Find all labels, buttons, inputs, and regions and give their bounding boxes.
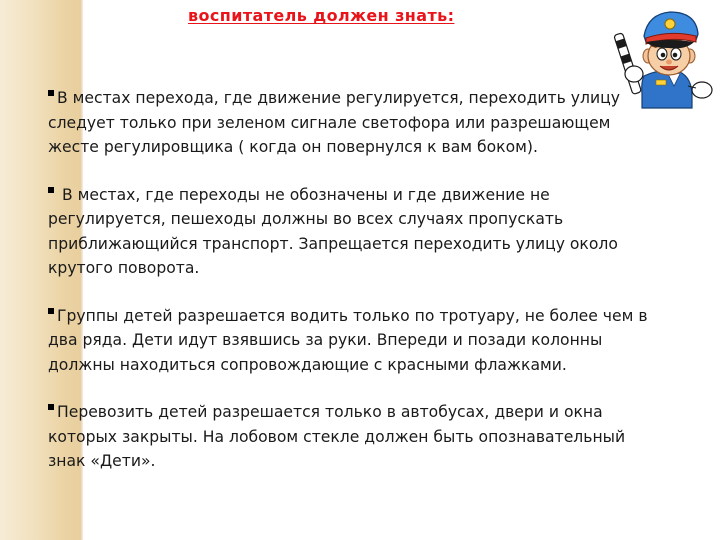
rule-text: В местах, где переходы не обозначены и где движение не регулируется, пешеходы должны во всех случаях пропускать приближающийся транспорт. Запрещается переходить улицу около крутого поворота. — [48, 185, 618, 277]
list-item — [48, 304, 660, 378]
square-bullet-icon — [48, 90, 54, 96]
rules-list — [48, 86, 660, 497]
square-bullet-icon — [48, 308, 54, 314]
square-bullet-icon — [48, 187, 54, 193]
rule-text: В местах перехода, где движение регулируется, переходить улицу следует только при зеленом сигнале светофора или разрешающем жесте регулировщика ( когда он повернулся к вам боком). — [48, 89, 620, 156]
list-item — [48, 86, 660, 160]
square-bullet-icon — [48, 404, 54, 410]
slide-title: воспитатель должен знать: — [188, 6, 455, 25]
list-item — [48, 183, 660, 281]
rule-text: Перевозить детей разрешается только в автобусах, двери и окна которых закрыты. На лобовом стекле должен быть опознавательный знак «Дети». — [48, 403, 626, 470]
rule-text: Группы детей разрешается водить только по тротуару, не более чем в два ряда. Дети идут взявшись за руки. Впереди и позади колонны должны находиться сопровождающие с красными флажками. — [48, 306, 648, 374]
list-item — [48, 400, 660, 474]
